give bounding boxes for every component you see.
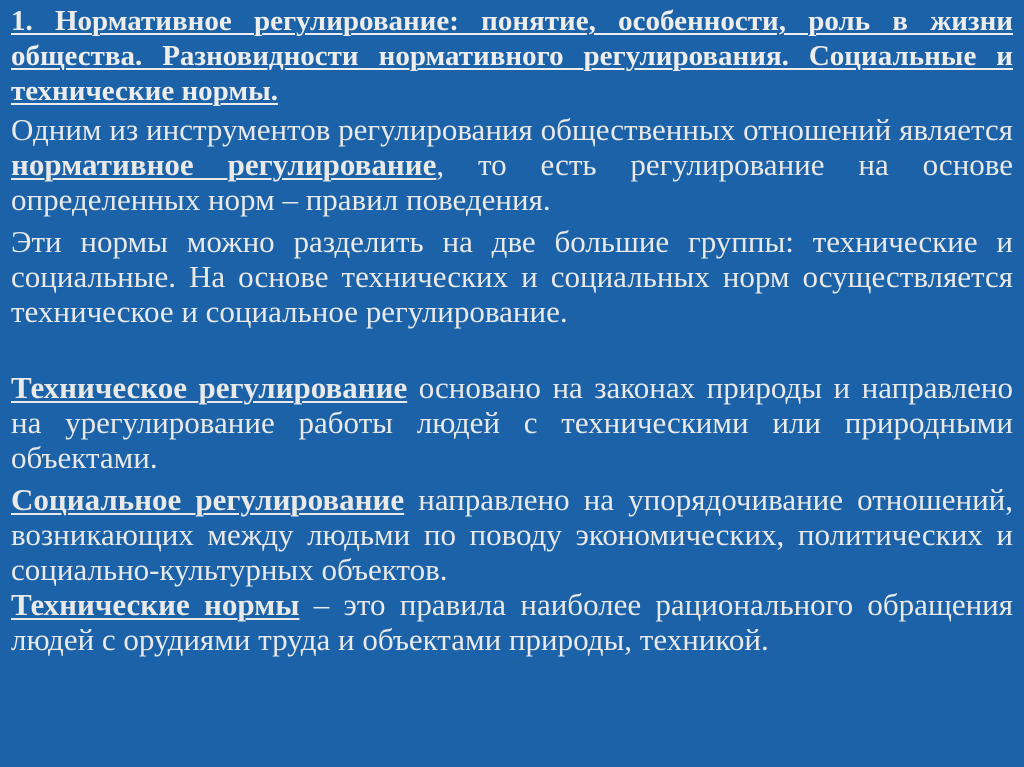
paragraph-norm-groups: Эти нормы можно разделить на две большие группы: технические и социальные. На основе технических и социальных норм осуществляется техническое и социальное регулирование. <box>11 224 1013 329</box>
term-technical-regulation: Техническое регулирование <box>11 370 408 405</box>
paragraph-text: основано на законах природы и направлено на урегулирование работы людей с техническими или природными объектами. <box>11 370 1014 475</box>
paragraph-text: Одним из инструментов регулирования общественных отношений является <box>11 112 1013 147</box>
paragraph-text: – это правила наиболее рационального обращения людей с орудиями труда и объектами природы, техникой. <box>11 587 1014 657</box>
term-technical-norms: Технические нормы <box>11 587 300 622</box>
spacer <box>11 336 1013 370</box>
paragraph-social-regulation <box>11 482 1013 587</box>
paragraph-technical-norms <box>11 587 1013 657</box>
slide-title: 1. Нормативное регулирование: понятие, особенности, роль в жизни общества. Разновидности нормативного регулирования. Социальные и технические нормы. <box>11 5 1013 107</box>
paragraph-text: направлено на упорядочивание отношений, возникающих между людьми по поводу экономических, политических и социально-культурных объектов. <box>11 482 1013 587</box>
paragraph-normative-regulation <box>11 112 1013 217</box>
term-normative-regulation: нормативное регулирование <box>11 147 437 182</box>
paragraph-technical-regulation <box>11 370 1013 475</box>
term-social-regulation: Социальное регулирование <box>11 482 405 517</box>
paragraph-text: , то есть регулирование на основе определенных норм – правил поведения. <box>11 147 1013 217</box>
